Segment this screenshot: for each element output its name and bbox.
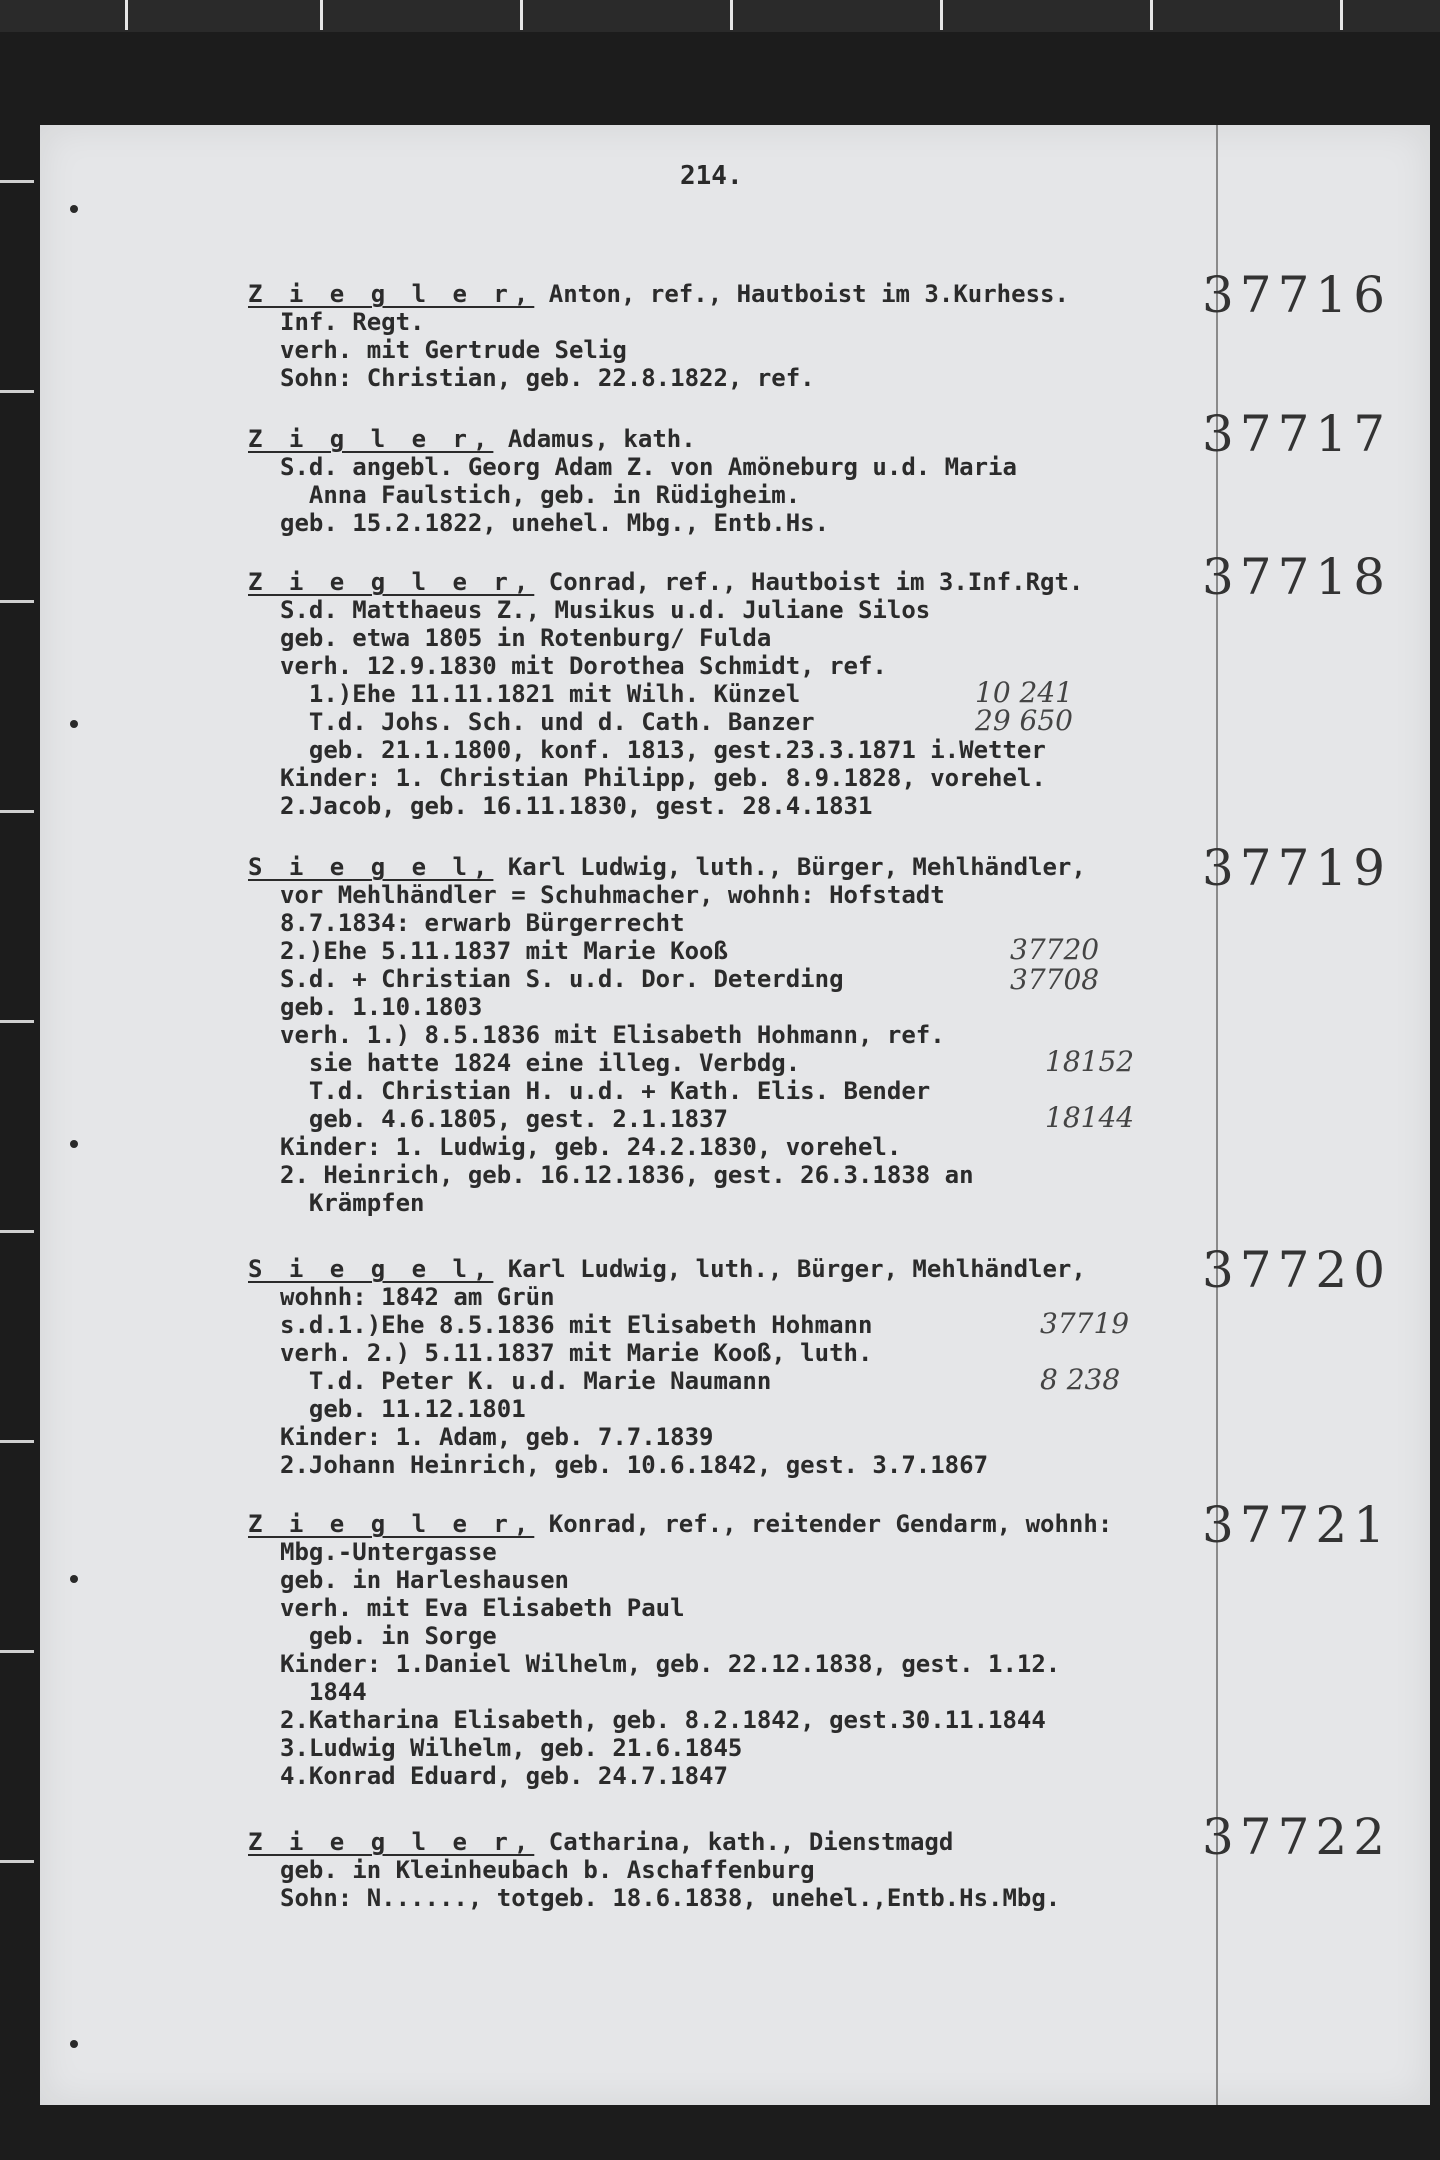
entry-line: 8.7.1834: erwarb Bürgerrecht [280, 909, 685, 937]
entry-line: Kinder: 1.Daniel Wilhelm, geb. 22.12.1838, gest. 1.12. [280, 1650, 1061, 1678]
edge-mark [0, 1230, 34, 1233]
entry-line: verh. mit Gertrude Selig [280, 336, 627, 364]
handwritten-note: 10 241 [975, 676, 1073, 709]
record-number: 37716 [1202, 266, 1392, 324]
entry-header [248, 853, 1086, 881]
handwritten-note: 29 650 [975, 704, 1073, 737]
entry-header [248, 568, 1083, 596]
entry-line: Sohn: N......, totgeb. 18.6.1838, unehel.,Entb.Hs.Mbg. [280, 1884, 1061, 1912]
edge-mark [0, 390, 34, 393]
entry-line: 2.Jacob, geb. 16.11.1830, gest. 28.4.1831 [280, 792, 873, 820]
surname: S i e g e l, [248, 853, 494, 881]
entry-line: Adamus, kath. [493, 425, 696, 453]
punch-hole [70, 205, 78, 213]
handwritten-note: 18152 [1045, 1045, 1135, 1078]
surname: Z i e g l e r, [248, 280, 535, 308]
strip-tick [520, 0, 523, 30]
strip-tick [125, 0, 128, 30]
strip-tick [1340, 0, 1343, 30]
entry-line: Krämpfen [280, 1189, 425, 1217]
surname: S i e g e l, [248, 1255, 494, 1283]
entry-line: vor Mehlhändler = Schuhmacher, wohnh: Hofstadt [280, 881, 945, 909]
entry-line: 1844 [280, 1678, 367, 1706]
surname: Z i g l e r, [248, 425, 494, 453]
entry-line: S.d. + Christian S. u.d. Dor. Deterding [280, 965, 844, 993]
handwritten-note: 37720 [1010, 933, 1100, 966]
edge-mark [0, 1020, 34, 1023]
edge-mark [0, 810, 34, 813]
entry-line: Kinder: 1. Christian Philipp, geb. 8.9.1828, vorehel. [280, 764, 1046, 792]
entry-line: Sohn: Christian, geb. 22.8.1822, ref. [280, 364, 815, 392]
entry-line: Konrad, ref., reitender Gendarm, wohnh: [534, 1510, 1113, 1538]
entry-line: 2. Heinrich, geb. 16.12.1836, gest. 26.3.1838 an [280, 1161, 974, 1189]
entry-line: verh. 2.) 5.11.1837 mit Marie Kooß, luth. [280, 1339, 873, 1367]
handwritten-note: 8 238 [1040, 1363, 1121, 1396]
entry-line: 2.)Ehe 5.11.1837 mit Marie Kooß [280, 937, 728, 965]
entry-line: T.d. Johs. Sch. und d. Cath. Banzer [280, 708, 815, 736]
record-number: 37722 [1202, 1808, 1392, 1866]
entry-line: Mbg.-Untergasse [280, 1538, 497, 1566]
punch-hole [70, 1575, 78, 1583]
entry-header [248, 280, 1069, 308]
record-number: 37718 [1202, 548, 1392, 606]
strip-tick [320, 0, 323, 30]
entry-header [248, 1828, 953, 1856]
entry-line: Anna Faulstich, geb. in Rüdigheim. [280, 481, 801, 509]
entry-line: T.d. Peter K. u.d. Marie Naumann [280, 1367, 772, 1395]
film-strip-top [0, 0, 1440, 32]
entry-line: S.d. Matthaeus Z., Musikus u.d. Juliane Silos [280, 596, 931, 624]
entry-line: verh. 1.) 8.5.1836 mit Elisabeth Hohmann, ref. [280, 1021, 945, 1049]
edge-mark [0, 180, 34, 183]
entry-line: Kinder: 1. Adam, geb. 7.7.1839 [280, 1423, 714, 1451]
entry-line: 2.Johann Heinrich, geb. 10.6.1842, gest. 3.7.1867 [280, 1451, 989, 1479]
entry-header [248, 1255, 1086, 1283]
handwritten-note: 37719 [1040, 1307, 1130, 1340]
entry-line: Conrad, ref., Hautboist im 3.Inf.Rgt. [534, 568, 1084, 596]
record-number: 37721 [1202, 1496, 1392, 1554]
entry-line: geb. in Sorge [280, 1622, 497, 1650]
edge-mark [0, 1860, 34, 1863]
entry-line: sie hatte 1824 eine illeg. Verbdg. [280, 1049, 801, 1077]
page-number: 214. [680, 161, 743, 191]
entry-line: geb. 21.1.1800, konf. 1813, gest.23.3.1871 i.Wetter [280, 736, 1046, 764]
entry-line: geb. 11.12.1801 [280, 1395, 526, 1423]
edge-mark [0, 1440, 34, 1443]
edge-mark [0, 600, 34, 603]
handwritten-note: 37708 [1010, 963, 1100, 996]
entry-line: Anton, ref., Hautboist im 3.Kurhess. [534, 280, 1069, 308]
entry-line: S.d. angebl. Georg Adam Z. von Amöneburg u.d. Maria [280, 453, 1017, 481]
record-number: 37720 [1202, 1241, 1392, 1299]
entry-line: geb. 15.2.1822, unehel. Mbg., Entb.Hs. [280, 509, 830, 537]
entry-line: 2.Katharina Elisabeth, geb. 8.2.1842, gest.30.11.1844 [280, 1706, 1046, 1734]
surname: Z i e g l e r, [248, 568, 535, 596]
entry-line: verh. mit Eva Elisabeth Paul [280, 1594, 685, 1622]
entry-line: T.d. Christian H. u.d. + Kath. Elis. Bender [280, 1077, 931, 1105]
entry-line: Kinder: 1. Ludwig, geb. 24.2.1830, vorehel. [280, 1133, 902, 1161]
handwritten-note: 18144 [1045, 1101, 1135, 1134]
entry-line: geb. in Kleinheubach b. Aschaffenburg [280, 1856, 815, 1884]
strip-tick [730, 0, 733, 30]
entry-line: Karl Ludwig, luth., Bürger, Mehlhändler, [493, 1255, 1086, 1283]
entry-line: Inf. Regt. [280, 308, 425, 336]
entry-line: geb. 4.6.1805, gest. 2.1.1837 [280, 1105, 728, 1133]
entry-line: Karl Ludwig, luth., Bürger, Mehlhändler, [493, 853, 1086, 881]
entry-line: verh. 12.9.1830 mit Dorothea Schmidt, ref. [280, 652, 887, 680]
entry-line: 4.Konrad Eduard, geb. 24.7.1847 [280, 1762, 728, 1790]
strip-tick [1150, 0, 1153, 30]
surname: Z i e g l e r, [248, 1828, 535, 1856]
punch-hole [70, 2040, 78, 2048]
strip-tick [940, 0, 943, 30]
entry-line: s.d.1.)Ehe 8.5.1836 mit Elisabeth Hohmann [280, 1311, 873, 1339]
punch-hole [70, 720, 78, 728]
entry-header [248, 1510, 1112, 1538]
surname: Z i e g l e r, [248, 1510, 535, 1538]
punch-hole [70, 1140, 78, 1148]
entry-line: 1.)Ehe 11.11.1821 mit Wilh. Künzel [280, 680, 801, 708]
entry-line: geb. 1.10.1803 [280, 993, 483, 1021]
index-card-page [40, 125, 1430, 2105]
entry-header [248, 425, 696, 453]
edge-mark [0, 1650, 34, 1653]
record-number: 37719 [1202, 839, 1392, 897]
entry-line: geb. etwa 1805 in Rotenburg/ Fulda [280, 624, 772, 652]
entry-line: 3.Ludwig Wilhelm, geb. 21.6.1845 [280, 1734, 743, 1762]
record-number: 37717 [1202, 405, 1392, 463]
entry-line: Catharina, kath., Dienstmagd [534, 1828, 954, 1856]
entry-line: wohnh: 1842 am Grün [280, 1283, 555, 1311]
entry-line: geb. in Harleshausen [280, 1566, 569, 1594]
